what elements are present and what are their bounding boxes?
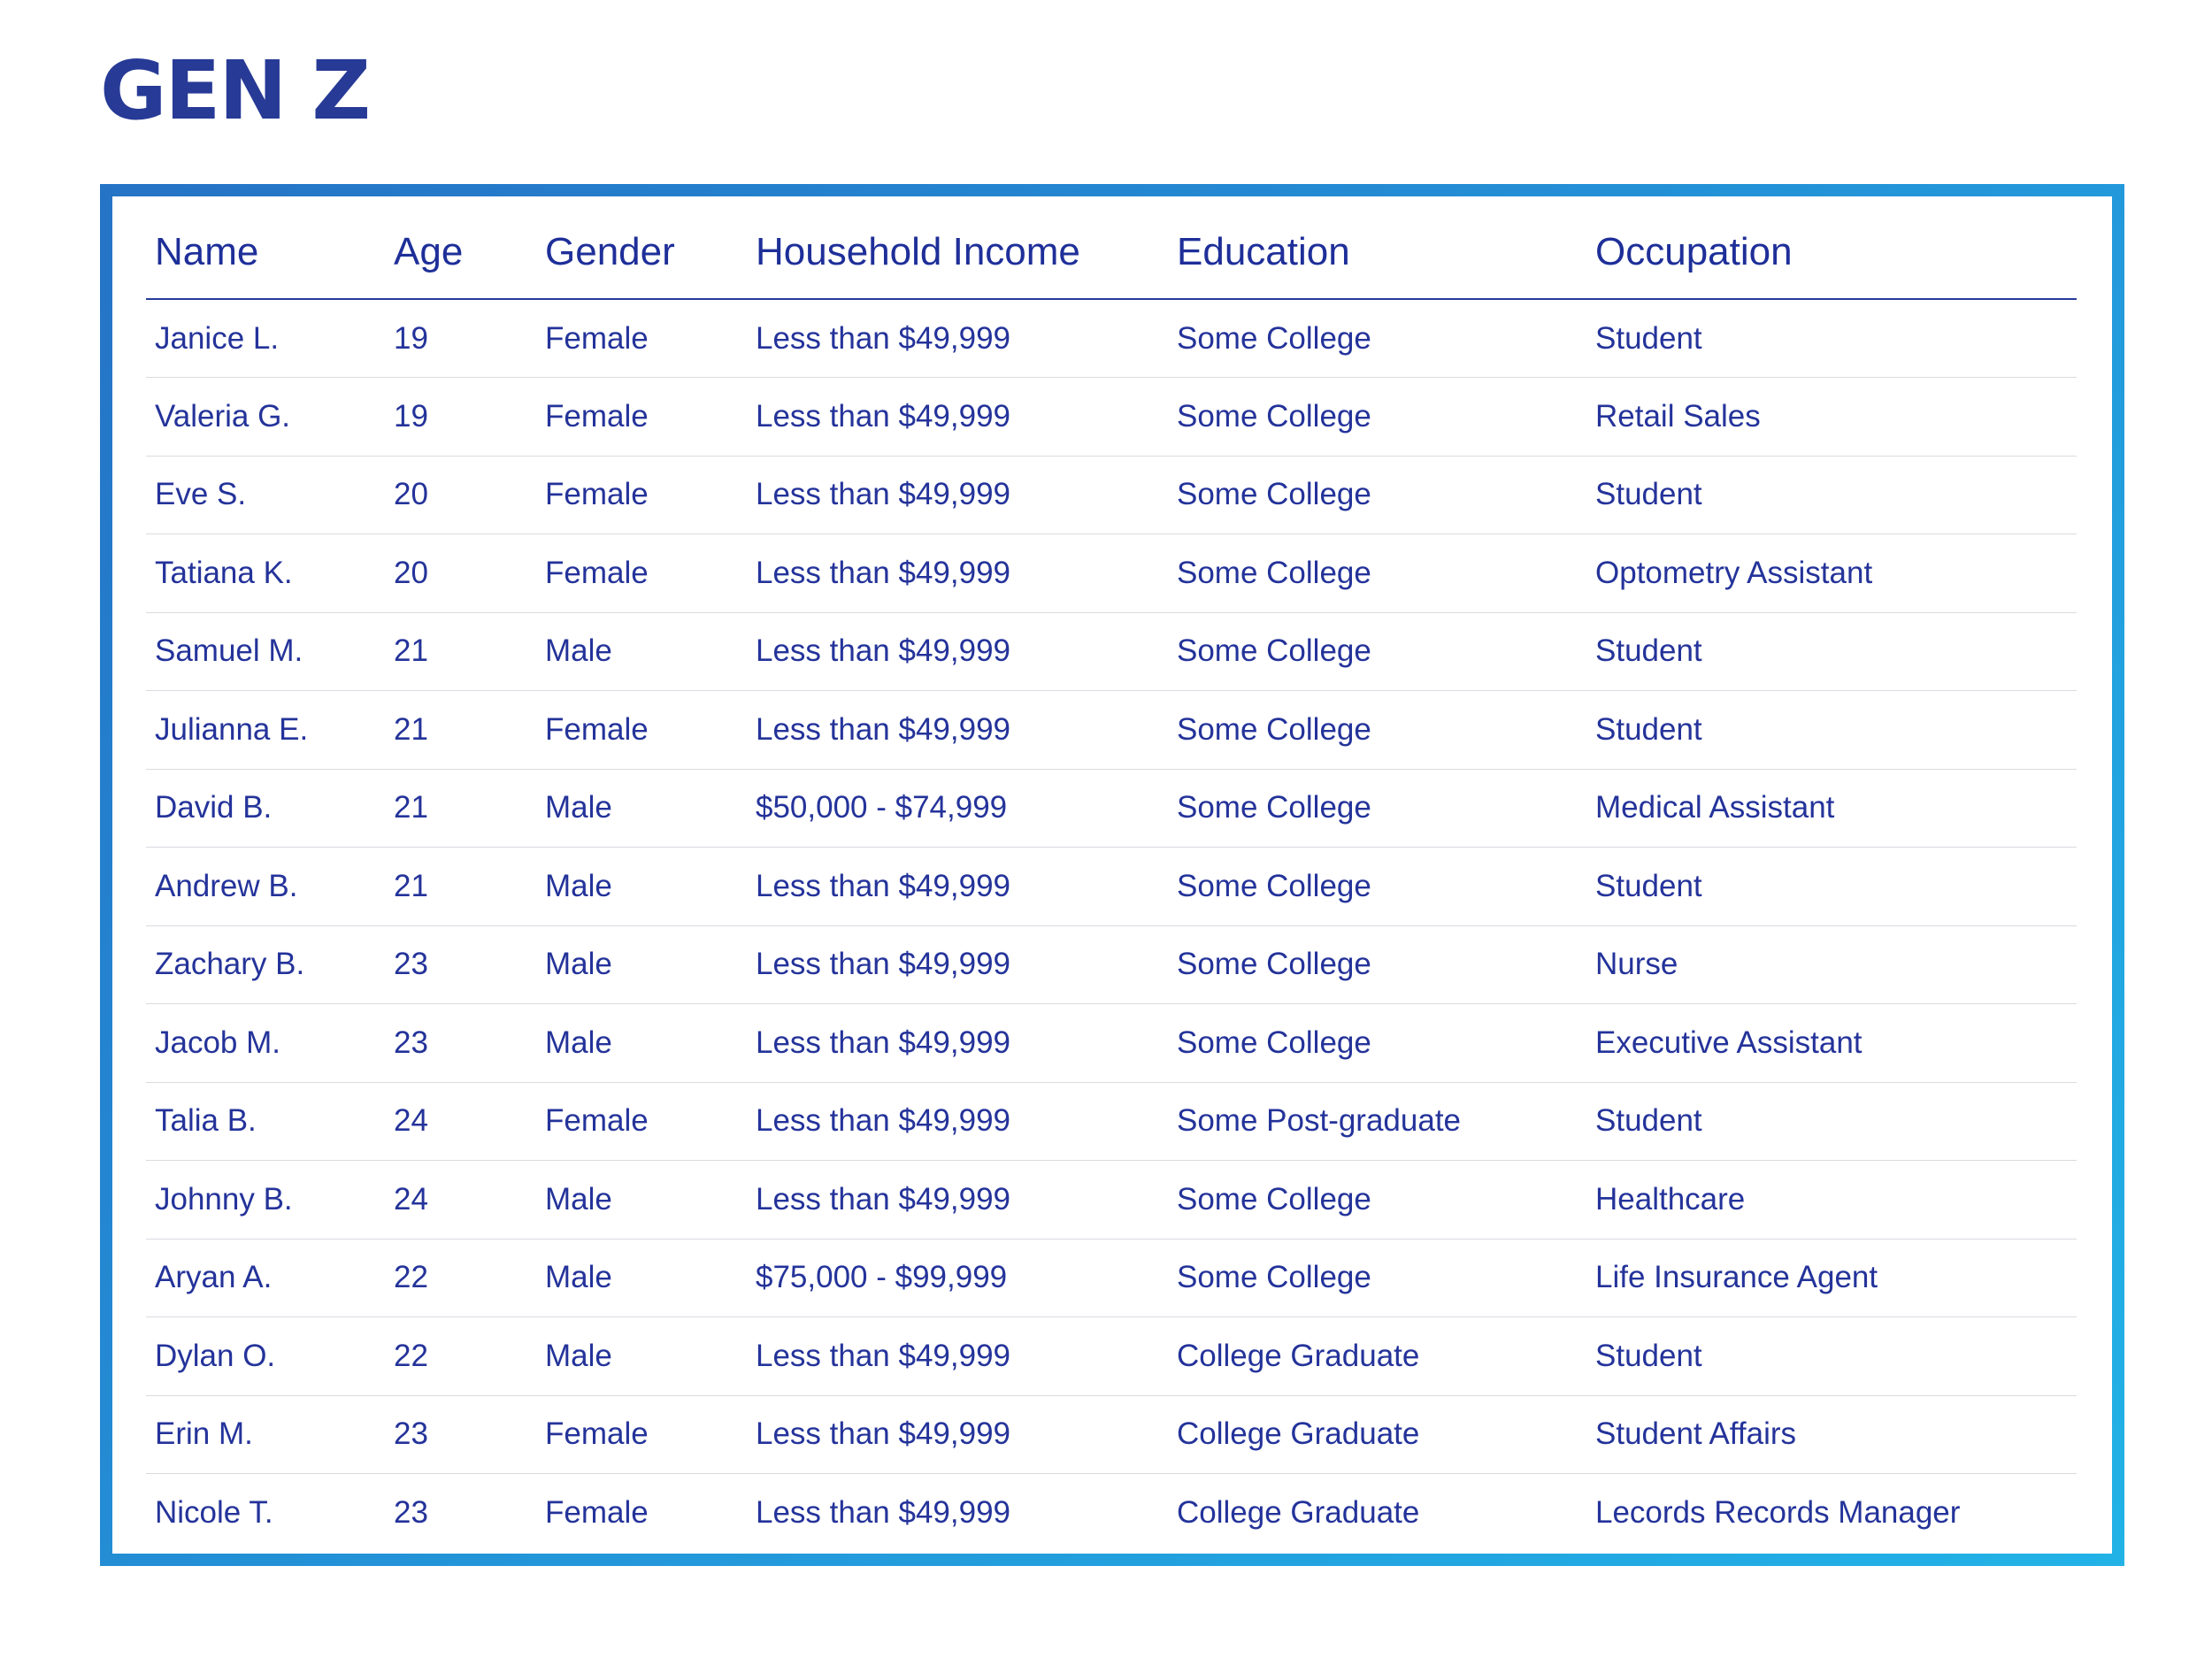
- age-cell: 24: [385, 1161, 536, 1240]
- household-income-cell: Less than $49,999: [747, 612, 1168, 691]
- column-header-household-income: Household Income: [747, 196, 1168, 299]
- name-cell: Jacob M.: [146, 1004, 385, 1083]
- education-cell: Some Post-graduate: [1168, 1082, 1586, 1161]
- gender-cell: Male: [536, 1004, 747, 1083]
- name-cell: Samuel M.: [146, 612, 385, 691]
- household-income-cell: Less than $49,999: [747, 378, 1168, 457]
- age-cell: 19: [385, 378, 536, 457]
- household-income-cell: Less than $49,999: [747, 848, 1168, 926]
- table-panel: [112, 196, 2112, 1554]
- name-cell: Aryan A.: [146, 1239, 385, 1317]
- name-cell: Zachary B.: [146, 925, 385, 1004]
- occupation-cell: Retail Sales: [1586, 378, 2077, 457]
- gender-cell: Male: [536, 1161, 747, 1240]
- occupation-cell: Student: [1586, 612, 2077, 691]
- name-cell: Tatiana K.: [146, 534, 385, 613]
- gender-cell: Male: [536, 769, 747, 848]
- age-cell: 21: [385, 612, 536, 691]
- gender-cell: Male: [536, 848, 747, 926]
- gender-cell: Female: [536, 534, 747, 613]
- name-cell: Johnny B.: [146, 1161, 385, 1240]
- household-income-cell: Less than $49,999: [747, 925, 1168, 1004]
- occupation-cell: Student: [1586, 456, 2077, 534]
- occupation-cell: Lecords Records Manager: [1586, 1474, 2077, 1553]
- table-row: [146, 1395, 2077, 1474]
- gender-cell: Male: [536, 925, 747, 1004]
- gender-cell: Female: [536, 456, 747, 534]
- column-header-age: Age: [385, 196, 536, 299]
- table-row: [146, 456, 2077, 534]
- age-cell: 23: [385, 1474, 536, 1553]
- household-income-cell: Less than $49,999: [747, 691, 1168, 770]
- name-cell: Talia B.: [146, 1082, 385, 1161]
- household-income-cell: Less than $49,999: [747, 456, 1168, 534]
- table-row: [146, 612, 2077, 691]
- age-cell: 22: [385, 1317, 536, 1396]
- column-header-education: Education: [1168, 196, 1586, 299]
- education-cell: Some College: [1168, 612, 1586, 691]
- gender-cell: Male: [536, 1239, 747, 1317]
- household-income-cell: Less than $49,999: [747, 1082, 1168, 1161]
- occupation-cell: Executive Assistant: [1586, 1004, 2077, 1083]
- gender-cell: Male: [536, 1317, 747, 1396]
- education-cell: College Graduate: [1168, 1395, 1586, 1474]
- table-header: [146, 196, 2077, 299]
- education-cell: Some College: [1168, 1004, 1586, 1083]
- gender-cell: Female: [536, 691, 747, 770]
- age-cell: 24: [385, 1082, 536, 1161]
- household-income-cell: $75,000 - $99,999: [747, 1239, 1168, 1317]
- table-row: [146, 299, 2077, 378]
- table-row: [146, 691, 2077, 770]
- education-cell: Some College: [1168, 456, 1586, 534]
- column-header-occupation: Occupation: [1586, 196, 2077, 299]
- education-cell: Some College: [1177, 320, 1371, 356]
- name-cell: Julianna E.: [146, 691, 385, 770]
- education-cell: College Graduate: [1168, 1317, 1586, 1396]
- name-cell: David B.: [146, 769, 385, 848]
- table-row: [146, 848, 2077, 926]
- gender-cell: Female: [536, 378, 747, 457]
- education-cell: Some College: [1168, 1239, 1586, 1317]
- occupation-cell: Student: [1586, 1317, 2077, 1396]
- household-income-cell: Less than $49,999: [747, 1004, 1168, 1083]
- household-income-cell: Less than $49,999: [747, 1395, 1168, 1474]
- education-cell: Some College: [1168, 769, 1586, 848]
- occupation-cell: Student: [1586, 848, 2077, 926]
- table-row: [146, 1317, 2077, 1396]
- table-row: [146, 534, 2077, 613]
- table-row: [146, 1082, 2077, 1161]
- gender-cell: Female: [536, 1082, 747, 1161]
- occupation-cell: Student: [1586, 1082, 2077, 1161]
- gender-cell: Male: [536, 612, 747, 691]
- respondents-table: [146, 196, 2077, 1552]
- age-cell: 23: [385, 1395, 536, 1474]
- name-cell: Eve S.: [146, 456, 385, 534]
- occupation-cell: Life Insurance Agent: [1586, 1239, 2077, 1317]
- column-header-gender: Gender: [536, 196, 747, 299]
- table-row: [146, 769, 2077, 848]
- household-income-cell: Less than $49,999: [747, 534, 1168, 613]
- education-cell: Some College: [1168, 534, 1586, 613]
- household-income-cell: Less than $49,999: [747, 1474, 1168, 1553]
- gender-cell: Female: [536, 1395, 747, 1474]
- table-row: [146, 1239, 2077, 1317]
- name-cell: Andrew B.: [146, 848, 385, 926]
- age-cell: 21: [385, 691, 536, 770]
- occupation-cell: Student: [1586, 691, 2077, 770]
- table-row: [146, 1161, 2077, 1240]
- column-header-name: Name: [146, 196, 385, 299]
- age-cell: 20: [385, 534, 536, 613]
- table-row: [146, 925, 2077, 1004]
- age-cell: 22: [385, 1239, 536, 1317]
- age-cell: 23: [385, 1004, 536, 1083]
- occupation-cell: Student: [1595, 320, 1702, 356]
- household-income-cell: $50,000 - $74,999: [747, 769, 1168, 848]
- table-row: [146, 1004, 2077, 1083]
- gender-cell: Female: [545, 320, 649, 356]
- table-row: [146, 1474, 2077, 1553]
- name-cell: Valeria G.: [146, 378, 385, 457]
- education-cell: Some College: [1168, 848, 1586, 926]
- age-cell: 23: [385, 925, 536, 1004]
- age-cell: 21: [385, 769, 536, 848]
- household-income-cell: Less than $49,999: [747, 1161, 1168, 1240]
- age-cell: 20: [385, 456, 536, 534]
- name-cell: Erin M.: [146, 1395, 385, 1474]
- name-cell: Janice L.: [155, 320, 280, 356]
- gender-cell: Female: [536, 1474, 747, 1553]
- table-row: [146, 378, 2077, 457]
- household-income-cell: Less than $49,999: [747, 1317, 1168, 1396]
- name-cell: Nicole T.: [146, 1474, 385, 1553]
- education-cell: Some College: [1168, 1161, 1586, 1240]
- occupation-cell: Optometry Assistant: [1586, 534, 2077, 613]
- household-income-cell: Less than $49,999: [756, 320, 1011, 356]
- name-cell: Dylan O.: [146, 1317, 385, 1396]
- age-cell: 21: [385, 848, 536, 926]
- age-cell: 19: [394, 320, 428, 356]
- table-header-row: [146, 196, 2077, 299]
- table-frame: [100, 184, 2124, 1566]
- education-cell: Some College: [1168, 378, 1586, 457]
- occupation-cell: Medical Assistant: [1586, 769, 2077, 848]
- education-cell: Some College: [1168, 925, 1586, 1004]
- occupation-cell: Student Affairs: [1586, 1395, 2077, 1474]
- education-cell: College Graduate: [1168, 1474, 1586, 1553]
- table-body: [146, 299, 2077, 1552]
- education-cell: Some College: [1168, 691, 1586, 770]
- page-title: GEN Z: [100, 43, 370, 138]
- occupation-cell: Nurse: [1586, 925, 2077, 1004]
- occupation-cell: Healthcare: [1586, 1161, 2077, 1240]
